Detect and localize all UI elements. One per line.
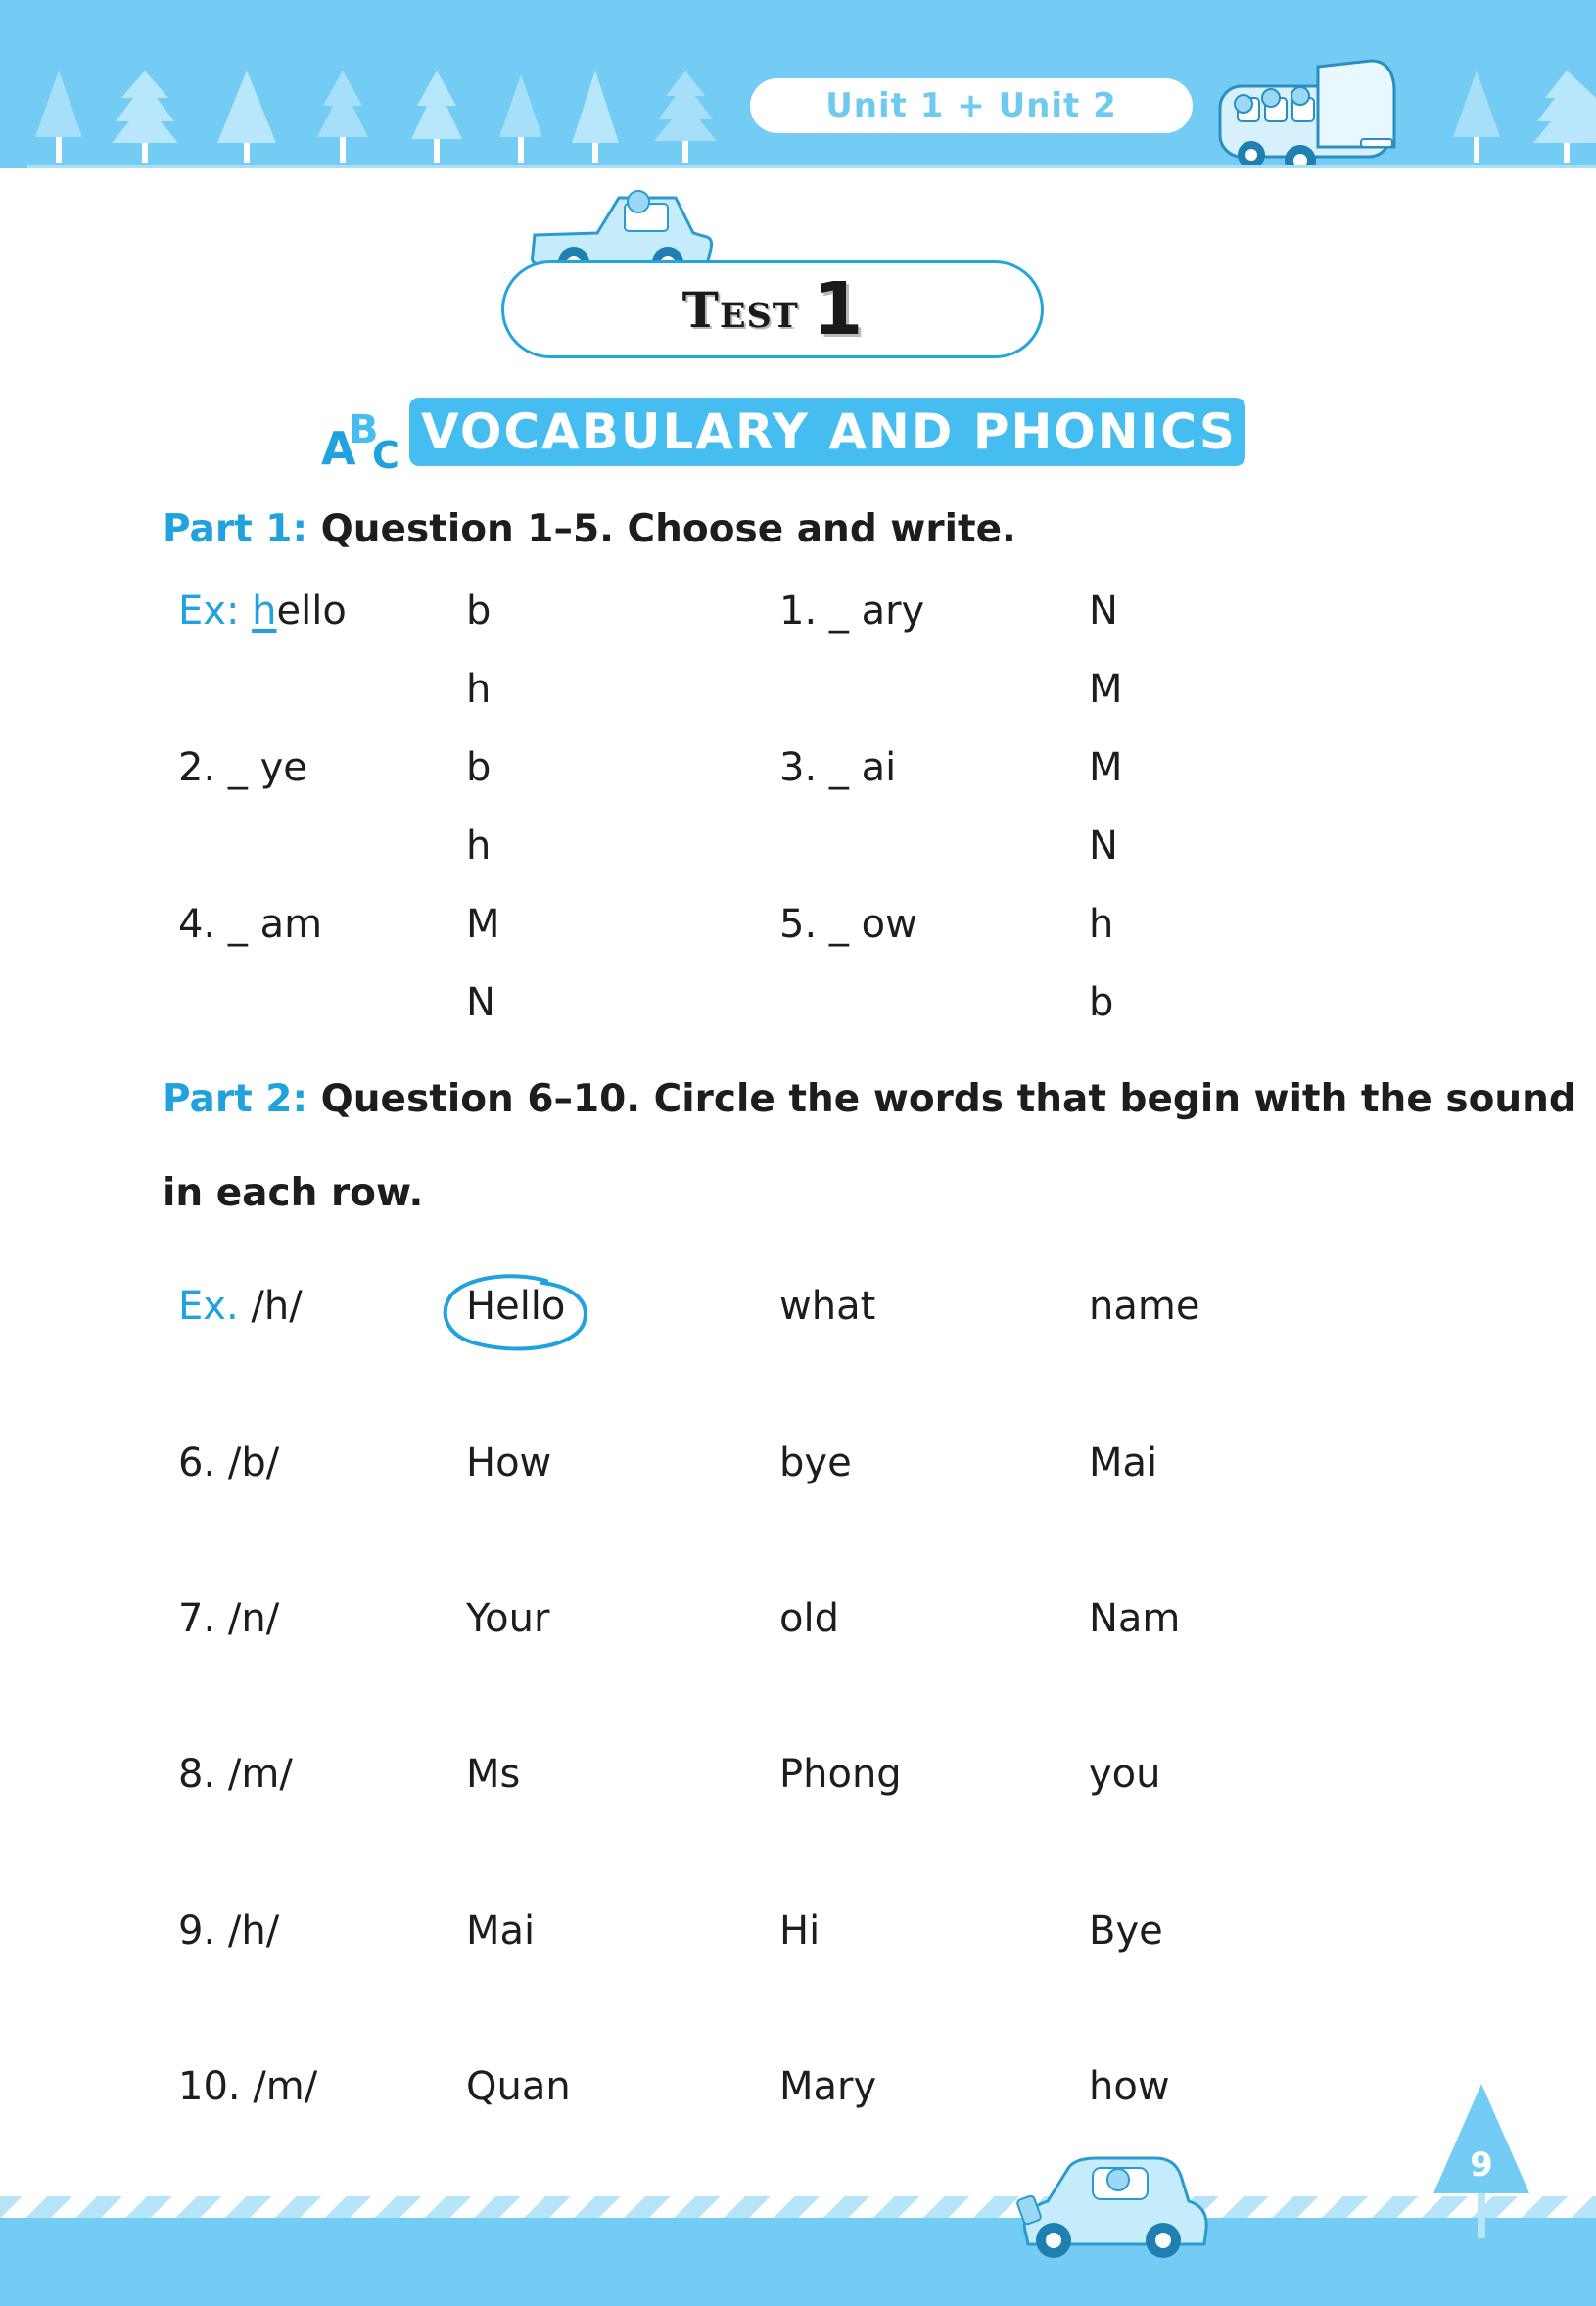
- part1-item-option: N: [1089, 588, 1118, 634]
- example-answer-letter: h: [252, 588, 277, 634]
- part2-example-word-circled: Hello: [466, 1284, 566, 1329]
- part2-example-sound: [178, 1284, 303, 1329]
- part1-item-prompt: 1. _ ary: [779, 588, 925, 634]
- header-band: [0, 0, 1596, 168]
- part1-heading: [163, 507, 1016, 551]
- part1-item-option: h: [1089, 902, 1114, 947]
- part1-item-option: M: [466, 902, 500, 947]
- part2-row-word[interactable]: Mai: [1089, 1440, 1158, 1485]
- part1-item-option: M: [1089, 667, 1123, 712]
- abc-letter-c: C: [372, 434, 399, 472]
- title-number: 1: [812, 267, 864, 352]
- abc-letter-b: B: [349, 407, 379, 452]
- part1-item-prompt: 4. _ am: [178, 902, 323, 947]
- example-option: b: [466, 588, 492, 634]
- section-banner: [409, 398, 1245, 466]
- part2-row-word[interactable]: Mai: [466, 1908, 536, 1953]
- example-rest: ello: [276, 588, 347, 634]
- part2-row-word[interactable]: How: [466, 1440, 552, 1485]
- part2-row-word[interactable]: Bye: [1089, 1908, 1163, 1953]
- section-title: VOCABULARY AND PHONICS: [421, 403, 1237, 460]
- part1-item-prompt: 3. _ ai: [779, 745, 897, 790]
- part1-item-option: b: [466, 745, 492, 790]
- example-option: h: [466, 667, 492, 712]
- part1-item-prompt: 5. _ ow: [779, 902, 917, 947]
- part2-row-word[interactable]: Quan: [466, 2064, 571, 2109]
- part1-item-option: N: [1089, 824, 1118, 869]
- header-rule: [27, 165, 1596, 168]
- part2-row-sound: 9. /h/: [178, 1908, 280, 1953]
- part1-item-option: M: [1089, 745, 1123, 790]
- bus-icon: [1220, 61, 1394, 168]
- test-title: [501, 260, 1044, 358]
- tree-icon: [499, 74, 542, 163]
- part2-row-word[interactable]: Mary: [779, 2064, 877, 2109]
- part1-item-prompt: 2. _ ye: [178, 745, 307, 790]
- footer-band: [0, 2218, 1596, 2306]
- part2-example-word: name: [1089, 1284, 1200, 1329]
- part2-row-word[interactable]: Hi: [779, 1908, 821, 1953]
- part2-row-word[interactable]: Ms: [466, 1752, 521, 1797]
- part1-item-option: N: [466, 980, 495, 1025]
- tree-icon: [654, 71, 717, 163]
- footer-stripes: [0, 2196, 1596, 2218]
- car-icon: [1009, 2150, 1214, 2260]
- part2-heading: [163, 1077, 1576, 1121]
- part2-row-word[interactable]: you: [1089, 1752, 1161, 1797]
- part2-row-sound: 10. /m/: [178, 2064, 318, 2109]
- abc-letter-a: A: [321, 422, 356, 472]
- tree-icon: [112, 71, 178, 163]
- part2-row-word[interactable]: how: [1089, 2064, 1170, 2109]
- part2-row-word[interactable]: Phong: [779, 1752, 902, 1797]
- part2-label: Part 2:: [163, 1077, 308, 1121]
- abc-icon: [319, 400, 413, 472]
- part2-row-word[interactable]: Your: [466, 1596, 550, 1641]
- part2-row-sound: 7. /n/: [178, 1596, 280, 1641]
- part2-row-word[interactable]: bye: [779, 1440, 852, 1485]
- part2-example-word: what: [779, 1284, 876, 1329]
- part2-row-sound: 8. /m/: [178, 1752, 293, 1797]
- part2-row-word[interactable]: old: [779, 1596, 839, 1641]
- tree-icon: [1533, 71, 1596, 163]
- title-word: Test: [681, 280, 799, 339]
- part1-label: Part 1:: [163, 507, 308, 551]
- tree-icon: [35, 71, 82, 163]
- example-prefix: Ex:: [178, 588, 240, 634]
- tree-icon: [217, 71, 276, 163]
- part1-item-option: b: [1089, 980, 1114, 1025]
- part2-row-sound: 6. /b/: [178, 1440, 280, 1485]
- part2-example-prefix: Ex.: [178, 1284, 239, 1329]
- part2-instruction-line1: Question 6–10. Circle the words that begin with the sound: [320, 1077, 1576, 1121]
- page-number: 9: [1470, 2145, 1493, 2185]
- part2-row-word[interactable]: Nam: [1089, 1596, 1181, 1641]
- part1-example: [178, 588, 347, 634]
- part2-example-sound-text: /h/: [251, 1284, 303, 1329]
- tree-icon: [317, 71, 368, 163]
- tree-icon: [411, 71, 462, 163]
- tree-icon: [572, 71, 619, 163]
- part1-instruction: Question 1–5. Choose and write.: [320, 507, 1016, 551]
- part1-item-option: h: [466, 824, 492, 869]
- part2-instruction-line2: in each row.: [163, 1171, 424, 1215]
- unit-label: Unit 1 + Unit 2: [750, 78, 1193, 133]
- tree-icon: [1453, 71, 1500, 163]
